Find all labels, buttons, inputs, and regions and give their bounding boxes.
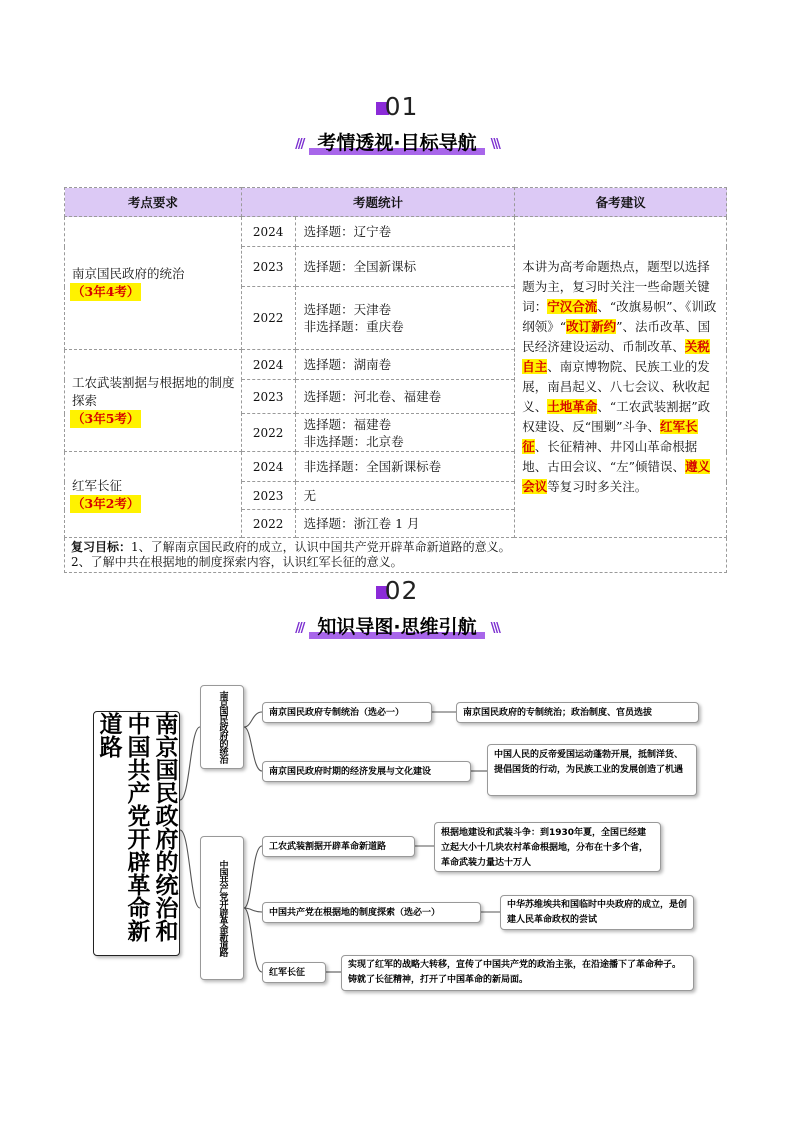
header-requirement: 考点要求 <box>65 188 242 217</box>
mindmap-root-node: 南京国民政府的统治和中国共产党开辟革命新道路 <box>93 711 180 956</box>
topic-name: 红军长征 <box>72 477 123 493</box>
topic-name: 工农武装割据与根据地的制度探索 <box>72 374 235 408</box>
keyword-highlight: 宁汉合流 <box>547 299 598 314</box>
keyword-highlight: 改订新约 <box>566 319 617 334</box>
question-cell: 选择题：全国新课标 <box>295 247 515 287</box>
year-cell: 2022 <box>241 414 295 452</box>
mindmap-branch-node: 中国共产党开辟革命新道路 <box>200 836 244 980</box>
section-title-01: 考情透视·目标导航 <box>309 128 484 155</box>
year-cell: 2022 <box>241 510 295 538</box>
connector-line <box>244 727 262 771</box>
question-cell: 选择题：天津卷 非选择题：重庆卷 <box>295 287 515 350</box>
connector-line <box>180 727 200 800</box>
exam-count-tag: （3年2考） <box>72 495 140 511</box>
keyword-highlight: 红军长征 <box>522 419 698 454</box>
year-cell: 2024 <box>241 217 295 247</box>
question-cell: 选择题：河北卷、福建卷 <box>295 380 515 414</box>
mindmap-topic-node: 工农武装割据开辟革命新道路 <box>262 836 415 857</box>
question-cell: 选择题：辽宁卷 <box>295 217 515 247</box>
question-cell: 无 <box>295 482 515 510</box>
year-cell: 2023 <box>241 247 295 287</box>
mindmap-detail-node: 南京国民政府的专制统治；政治制度、官员选拔 <box>456 702 699 723</box>
topic-name: 南京国民政府的统治 <box>72 266 185 281</box>
keyword-highlight: 关税自主 <box>522 339 710 374</box>
question-cell: 选择题：浙江卷 1 月 <box>295 510 515 538</box>
goal-label: 复习目标： <box>71 540 132 554</box>
goal-text: 1、了解南京国民政府的成立，认识中国共产党开辟革命新道路的意义。 <box>131 540 511 554</box>
decor-slashes-left: /// <box>295 137 304 152</box>
mindmap-detail-node: 根据地建设和武装斗争：到1930年夏，全国已经建立起大小十几块农村革命根据地，分布在十多个省，革命武装力量达十万人 <box>434 822 661 872</box>
keyword-highlight: 遵义会议 <box>522 459 711 494</box>
mindmap-detail-node: 中国人民的反帝爱国运动蓬勃开展，抵制洋货、提倡国货的行动，为民族工业的发展创造了机遇 <box>487 744 697 796</box>
header-statistics: 考题统计 <box>241 188 515 217</box>
question-cell: 选择题：福建卷 非选择题：北京卷 <box>295 414 515 452</box>
year-cell: 2022 <box>241 287 295 350</box>
exam-count-tag: （3年4考） <box>72 284 140 299</box>
year-cell: 2023 <box>241 380 295 414</box>
mindmap-detail-node: 中华苏维埃共和国临时中央政府的成立，是创建人民革命政权的尝试 <box>500 895 694 930</box>
mindmap-topic-node: 南京国民政府专制统治（选必一） <box>262 702 432 723</box>
advice-cell: 本讲为高考命题热点，题型以选择题为主，复习时关注一些命题关键词：宁汉合流、“改旗易帜”、《训政纲领》“改订新约”、法币改革、国民经济建设运动、币制改革、关税自主、南京博物院、民族工业的发展，南昌起义、八七会议、秋收起义、土地革命、“工农武装割据”政权建设、反“围剿”斗争、红军长征、长征精神、井冈山革命根据地、古田会议、“左”倾错误、遵义会议等复习时多关注。 <box>515 217 727 538</box>
goal-text: 2、了解中共在根据地的制度探索内容，认识红军长征的意义。 <box>71 555 403 569</box>
connector-line <box>180 830 200 908</box>
mindmap-topic-node: 红军长征 <box>262 962 326 983</box>
question-cell: 选择题：湖南卷 <box>295 350 515 380</box>
connector-line <box>244 908 262 972</box>
connector-line <box>244 846 262 908</box>
year-cell: 2024 <box>241 350 295 380</box>
exam-count-tag: （3年5考） <box>72 410 140 426</box>
mindmap-topic-node: 南京国民政府时期的经济发展与文化建设 <box>262 761 471 782</box>
section-title-02: 知识导图·思维引航 <box>309 612 484 639</box>
section-number-02: 02 <box>0 576 794 605</box>
year-cell: 2024 <box>241 452 295 482</box>
year-cell: 2023 <box>241 482 295 510</box>
section-number-01: 01 <box>0 92 794 121</box>
decor-slashes-left: /// <box>295 621 304 636</box>
mindmap-branch-node: 南京国民政府的统治 <box>200 685 244 769</box>
header-advice: 备考建议 <box>515 188 727 217</box>
mindmap-topic-node: 中国共产党在根据地的制度探索（选必一） <box>262 902 481 923</box>
keyword-highlight: 土地革命 <box>547 399 598 414</box>
mindmap-detail-node: 实现了红军的战略大转移，宣传了中国共产党的政治主张，在沿途播下了革命种子。铸就了长征精神，打开了中国革命的新局面。 <box>341 955 694 991</box>
question-cell: 非选择题：全国新课标卷 <box>295 452 515 482</box>
decor-slashes-right: \\\ <box>490 137 499 152</box>
decor-slashes-right: \\\ <box>490 621 499 636</box>
connector-line <box>244 712 262 727</box>
